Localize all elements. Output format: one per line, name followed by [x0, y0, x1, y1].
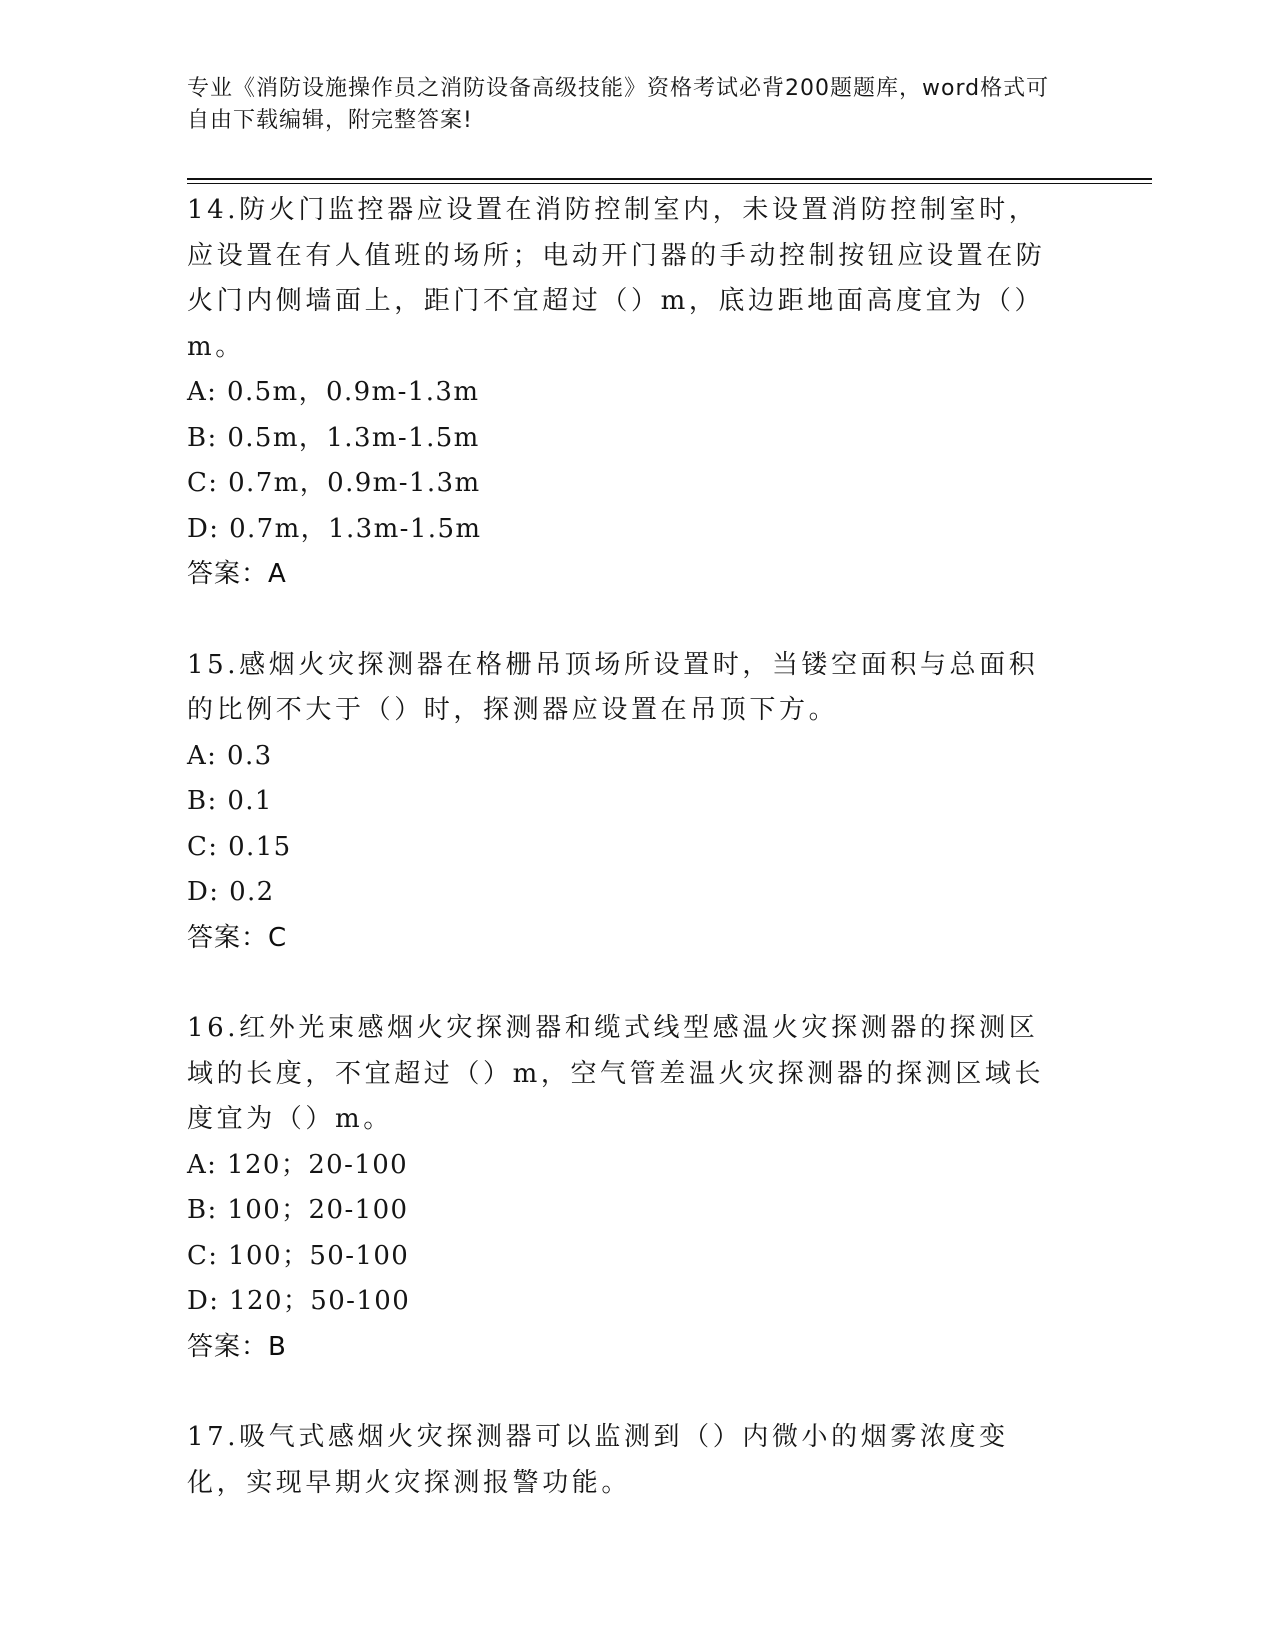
question-stem: 17.吸气式感烟火灾探测器可以监测到（）内微小的烟雾浓度变化，实现早期火灾探测报警功能。	[187, 1422, 1009, 1498]
option-a: A: 0.5m，0.9m-1.3m	[187, 377, 480, 407]
question-stem: 14.防火门监控器应设置在消防控制室内，未设置消防控制室时，应设置在有人值班的场所；电动开门器的手动控制按钮应设置在防火门内侧墙面上，距门不宜超过（）m，底边距地面高度宜为（）m。	[187, 195, 1046, 362]
answer-line: 答案：A	[187, 559, 287, 589]
option-c: C: 100；50-100	[187, 1240, 410, 1271]
question-stem: 16.红外光束感烟火灾探测器和缆式线型感温火灾探测器的探测区域的长度，不宜超过（）m，空气管差温火灾探测器的探测区域长度宜为（）m。	[187, 1013, 1045, 1134]
header-divider-thin	[187, 183, 1152, 184]
option-c: C: 0.7m，0.9m-1.3m	[187, 468, 481, 498]
option-a: A: 120；20-100	[187, 1149, 409, 1180]
document-header: 专业《消防设施操作员之消防设备高级技能》资格考试必背200题题库，word格式可自由下载编辑，附完整答案!	[187, 76, 1050, 133]
option-b: B: 100；20-100	[187, 1195, 409, 1225]
option-d: D: 120；50-100	[187, 1286, 411, 1316]
option-b: B: 0.1	[187, 786, 273, 816]
option-d: D: 0.7m，1.3m-1.5m	[187, 513, 482, 544]
header-divider-thick	[187, 178, 1152, 180]
question-14	[187, 188, 1067, 598]
option-d: D: 0.2	[187, 877, 275, 907]
question-15	[187, 643, 1067, 962]
question-16	[187, 1006, 1067, 1370]
option-b: B: 0.5m，1.3m-1.5m	[187, 422, 480, 453]
question-list	[187, 188, 1067, 1551]
option-c: C: 0.15	[187, 831, 292, 862]
question-stem: 15.感烟火灾探测器在格栅吊顶场所设置时，当镂空面积与总面积的比例不大于（）时，探测器应设置在吊顶下方。	[187, 649, 1039, 725]
option-a: A: 0.3	[187, 740, 273, 771]
answer-line: 答案：C	[187, 922, 288, 953]
question-17	[187, 1415, 1067, 1506]
answer-line: 答案：B	[187, 1331, 287, 1362]
